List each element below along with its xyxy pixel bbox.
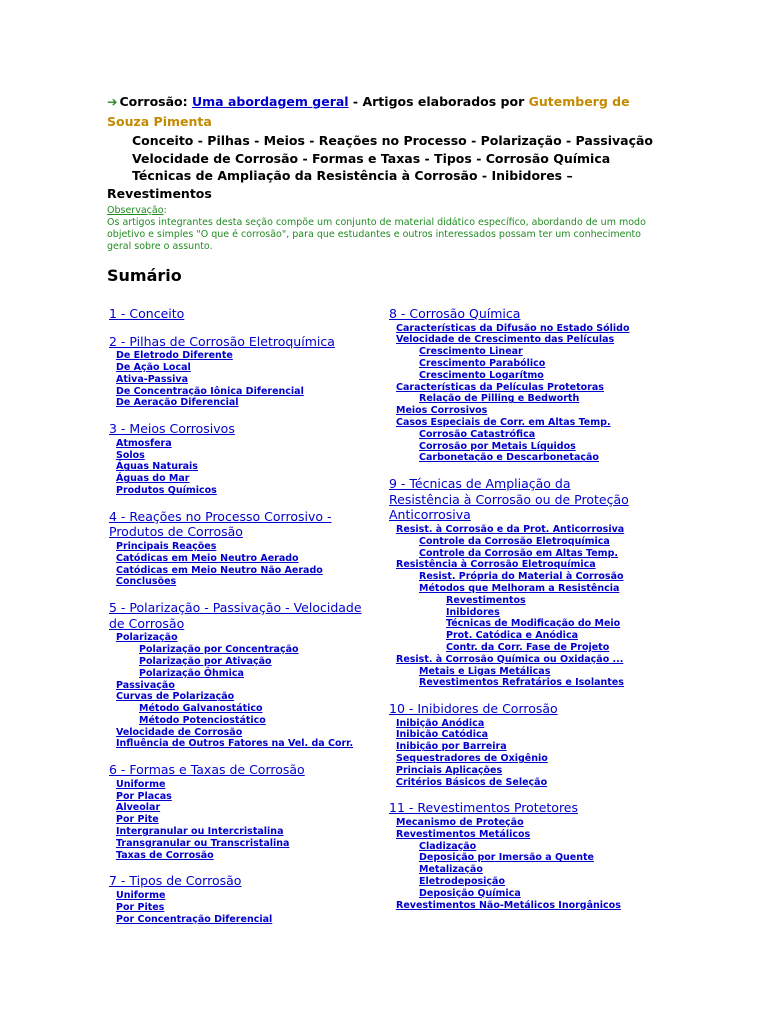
subsection-link[interactable]: Metalização — [419, 864, 483, 876]
section-title-link[interactable]: 2 - Pilhas de Corrosão Eletroquímica — [109, 333, 335, 349]
subsection-link[interactable]: Águas do Mar — [116, 473, 190, 485]
subsection-link[interactable]: Crescimento Parabólico — [419, 357, 546, 369]
subsection-link[interactable]: Corrosão por Metais Líquidos — [419, 440, 576, 452]
summary-section — [109, 306, 379, 322]
subsection-link[interactable]: Resist. à Corrosão Química ou Oxidação ... — [396, 653, 624, 665]
section-title-link[interactable]: 11 - Revestimentos Protetores — [389, 800, 579, 816]
subsection-link[interactable]: Por Placas — [116, 790, 172, 802]
summary-section — [109, 509, 379, 588]
subsection-link[interactable]: Casos Especiais de Corr. em Altas Temp. — [396, 416, 611, 428]
subsection-link[interactable]: Polarização — [116, 632, 178, 644]
subsection-link[interactable]: Velocidade de Crescimento das Películas — [396, 334, 615, 346]
subsection-link[interactable]: Cladização — [419, 840, 477, 852]
nav-line-1: Conceito - Pilhas - Meios - Reações no Processo - Polarização - Passivação — [132, 133, 654, 148]
subsection-link[interactable]: De Eletrodo Diferente — [116, 350, 233, 362]
subsection-link[interactable]: Polarização Ôhmica — [139, 667, 244, 679]
section-title-link[interactable]: 6 - Formas e Taxas de Corrosão — [109, 762, 305, 778]
section-title-link[interactable]: 3 - Meios Corrosivos — [109, 421, 235, 437]
observation-block — [107, 205, 667, 253]
subsection-link[interactable]: Método Galvanostático — [139, 703, 263, 715]
abordagem-geral-link[interactable]: Uma abordagem geral — [191, 94, 349, 109]
summary-section — [389, 800, 634, 911]
subsection-link[interactable]: Inibição por Barreira — [396, 741, 507, 753]
subsection-link[interactable]: Corrosão Catastrófica — [419, 428, 536, 440]
author-name: Gutemberg de Souza Pimenta — [107, 94, 630, 129]
summary-section — [109, 762, 379, 861]
nav-line-4: Revestimentos — [107, 185, 212, 201]
subsection-link[interactable]: De Concentração Iônica Diferencial — [116, 385, 304, 397]
subsection-link[interactable]: Inibidores — [446, 606, 500, 618]
summary-section — [109, 600, 379, 750]
subsection-link[interactable]: Resistência à Corrosão Eletroquímica — [396, 559, 596, 571]
subsection-link[interactable]: Mecanismo de Proteção — [396, 817, 524, 829]
subsection-link[interactable]: Uniforme — [116, 778, 166, 790]
subsection-link[interactable]: Relação de Pilling e Bedworth — [419, 393, 580, 405]
subsection-link[interactable]: Principais Reações — [116, 540, 217, 552]
subsection-link[interactable]: Inibição Catódica — [396, 729, 489, 741]
header-title-line — [107, 92, 667, 132]
subsection-link[interactable]: Catódicas em Meio Neutro Aerado — [116, 552, 299, 564]
subsection-link[interactable]: Inibição Anódica — [396, 717, 485, 729]
subsection-link[interactable]: Alveolar — [116, 802, 161, 814]
subsection-link[interactable]: Contr. da Corr. Fase de Projeto — [446, 641, 610, 653]
subsection-link[interactable]: Crescimento Logarítmo — [419, 369, 544, 381]
subsection-link[interactable]: Controle da Corrosão Eletroquímica — [419, 535, 610, 547]
subsection-link[interactable]: Atmosfera — [116, 437, 172, 449]
subsection-link[interactable]: Conclusões — [116, 576, 177, 588]
summary-left-column — [109, 306, 379, 937]
subsection-link[interactable]: Características da Películas Protetoras — [396, 381, 604, 393]
subsection-link[interactable]: Uniforme — [116, 890, 166, 902]
subsection-link[interactable]: Taxas de Corrosão — [116, 849, 214, 861]
subsection-link[interactable]: Deposição por Imersão a Quente — [419, 852, 594, 864]
subsection-link[interactable]: Crescimento Linear — [419, 346, 523, 358]
subsection-link[interactable]: Revestimentos Não-Metálicos Inorgânicos — [396, 899, 621, 911]
subsection-link[interactable]: Revestimentos — [446, 594, 526, 606]
subsection-link[interactable]: Polarização por Concentração — [139, 644, 299, 656]
subsection-link[interactable]: Passivação — [116, 679, 175, 691]
nav-line-3: Técnicas de Ampliação da Resistência à Corrosão - Inibidores – — [132, 168, 573, 183]
subsection-link[interactable]: Critérios Básicos de Seleção — [396, 776, 548, 788]
subsection-link[interactable]: Transgranular ou Transcristalina — [116, 837, 290, 849]
subsection-link[interactable]: Controle da Corrosão em Altas Temp. — [419, 547, 618, 559]
page-header — [107, 92, 667, 202]
subsection-link[interactable]: De Aeração Diferencial — [116, 397, 239, 409]
subsection-link[interactable]: Sequestradores de Oxigênio — [396, 753, 548, 765]
section-title-link[interactable]: 8 - Corrosão Química — [389, 306, 521, 321]
subsection-link[interactable]: Prot. Catódica e Anódica — [446, 630, 578, 642]
observation-colon: : — [163, 205, 167, 216]
subsection-link[interactable]: Produtos Químicos — [116, 484, 217, 496]
section-title-link[interactable]: 4 - Reações no Processo Corrosivo - Produtos de Corrosão — [109, 508, 332, 540]
subsection-link[interactable]: Método Potenciostático — [139, 714, 266, 726]
subsection-link[interactable]: Técnicas de Modificação do Meio — [446, 618, 621, 630]
section-title-link[interactable]: 10 - Inibidores de Corrosão — [389, 701, 558, 717]
header-prefix: Corrosão: — [119, 94, 188, 109]
summary-right-column — [389, 306, 634, 923]
summary-section — [109, 334, 379, 410]
subsection-link[interactable]: Características da Difusão no Estado Sólido — [396, 322, 630, 334]
subsection-link[interactable]: Ativa-Passiva — [116, 373, 188, 385]
subsection-link[interactable]: Métodos que Melhoram a Resistência — [419, 582, 620, 594]
subsection-link[interactable]: Revestimentos Refratários e Isolantes — [419, 677, 624, 689]
subsection-link[interactable]: Polarização por Ativação — [139, 655, 272, 667]
subsection-link[interactable]: Carbonetação e Descarbonetação — [419, 452, 599, 464]
subsection-link[interactable]: Influência de Outros Fatores na Vel. da Corr. — [116, 738, 354, 750]
green-right-arrow-icon: ➔ — [107, 94, 118, 109]
subsection-link[interactable]: Revestimentos Metálicos — [396, 828, 531, 840]
subsection-link[interactable]: Por Pite — [116, 814, 159, 826]
section-title-link[interactable]: 7 - Tipos de Corrosão — [109, 873, 242, 889]
summary-section — [389, 476, 634, 689]
nav-line-2: Velocidade de Corrosão - Formas e Taxas - Tipos - Corrosão Química — [132, 150, 611, 166]
summary-heading: Sumário — [107, 266, 182, 285]
subsection-link[interactable]: Águas Naturais — [116, 461, 198, 473]
summary-section — [389, 701, 634, 788]
subsection-link[interactable]: Resist. à Corrosão e da Prot. Anticorrosiva — [396, 523, 625, 535]
subsection-link[interactable]: Curvas de Polarização — [116, 691, 235, 703]
subsection-link[interactable]: Solos — [116, 449, 145, 461]
subsection-link[interactable]: Deposição Química — [419, 887, 521, 899]
subsection-link[interactable]: Catódicas em Meio Neutro Não Aerado — [116, 564, 323, 576]
subsection-link[interactable]: Resist. Própria do Material à Corrosão — [419, 571, 624, 583]
subsection-link[interactable]: De Ação Local — [116, 361, 191, 373]
subsection-link[interactable]: Por Concentração Diferencial — [116, 913, 273, 925]
subsection-link[interactable]: Eletrodeposição — [419, 876, 505, 888]
summary-section — [109, 421, 379, 497]
subsection-link[interactable]: Por Pites — [116, 901, 165, 913]
subsection-link[interactable]: Meios Corrosivos — [396, 405, 488, 417]
observation-title: Observação — [107, 205, 164, 216]
header-middle: - Artigos elaborados por — [348, 94, 529, 109]
subsection-link[interactable]: Metais e Ligas Metálicas — [419, 665, 551, 677]
section-title-link[interactable]: 9 - Técnicas de Ampliação da Resistência à Corrosão ou de Proteção Anticorrosiva — [389, 476, 629, 523]
summary-section — [109, 873, 379, 925]
summary-section — [389, 306, 634, 464]
subsection-link[interactable]: Velocidade de Corrosão — [116, 726, 243, 738]
observation-text: Os artigos integrantes desta seção compõe um conjunto de material didático específico, abordando de um modo objetivo e simples "O que é corrosão", para que estudantes e outros interessados possam ter um conhecimento geral sobre o assunto. — [107, 217, 646, 252]
subsection-link[interactable]: Princiais Aplicações — [396, 764, 503, 776]
subsection-link[interactable]: Intergranular ou Intercristalina — [116, 826, 284, 838]
section-title-link[interactable]: 1 - Conceito — [109, 306, 185, 321]
section-title-link[interactable]: 5 - Polarização - Passivação - Velocidade de Corrosão — [109, 600, 362, 631]
